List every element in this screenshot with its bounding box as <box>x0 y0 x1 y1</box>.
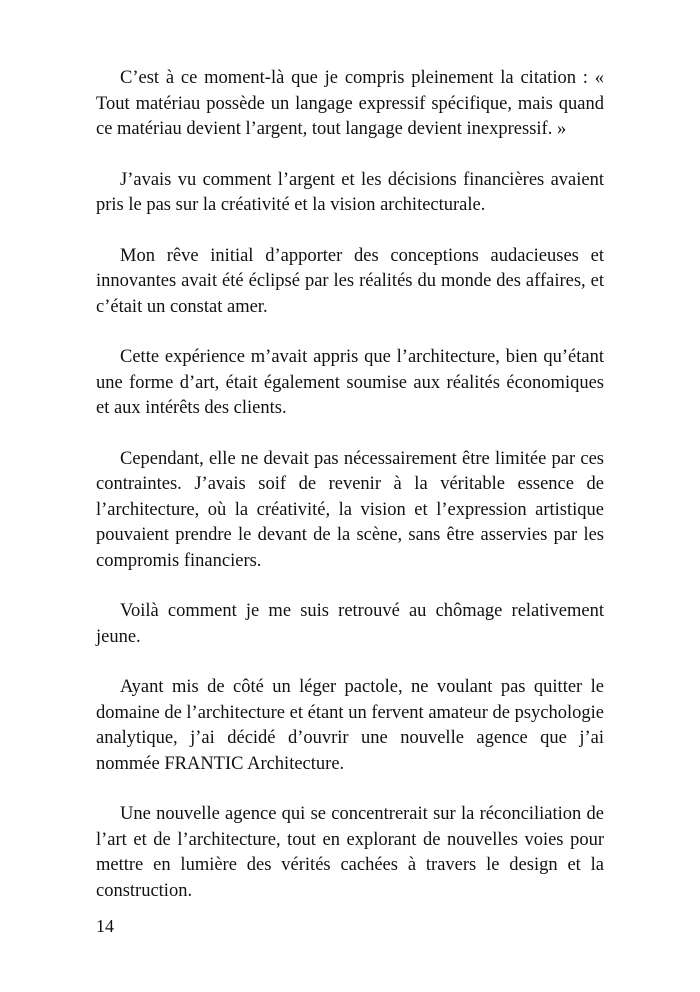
paragraph-8: Une nouvelle agence qui se concentrerait sur la réconciliation de l’art et de l’architecture, tout en explorant de nouvelles voies pour mettre en lumière des vérités cachées à travers le design et la construction. <box>96 804 604 901</box>
paragraph-2: J’avais vu comment l’argent et les décisions financières avaient pris le pas sur la créativité et la vision architecturale. <box>96 169 604 215</box>
paragraph-6: Voilà comment je me suis retrouvé au chômage relativement jeune. <box>96 601 604 647</box>
paragraph-4: Cette expérience m’avait appris que l’architecture, bien qu’étant une forme d’art, était également soumise aux réalités économiques et aux intérêts des clients. <box>96 347 604 418</box>
page-number: 14 <box>96 916 114 936</box>
paragraph-7: Ayant mis de côté un léger pactole, ne voulant pas quitter le domaine de l’architecture et étant un fervent amateur de psychologie analytique, j’ai décidé d’ouvrir une nouvelle agence que j’ai nommée FRANTIC Architecture. <box>96 677 605 774</box>
body-text <box>96 66 604 929</box>
paragraph-5: Cependant, elle ne devait pas nécessairement être limitée par ces contraintes. J’avais soif de revenir à la véritable essence de l’architecture, où la créativité, la vision et l’expression artistique pouvaient prendre le devant de la scène, sans être asservies par les compromis financiers. <box>96 448 604 571</box>
paragraph-1: C’est à ce moment-là que je compris pleinement la citation : « Tout matériau possède un langage expressif spécifique, mais quand ce matériau devient l’argent, tout langage devient inexpressif. » <box>96 68 604 139</box>
paragraph-3: Mon rêve initial d’apporter des conceptions audacieuses et innovantes avait été éclipsé par les réalités du monde des affaires, et c’était un constat amer. <box>96 245 604 317</box>
